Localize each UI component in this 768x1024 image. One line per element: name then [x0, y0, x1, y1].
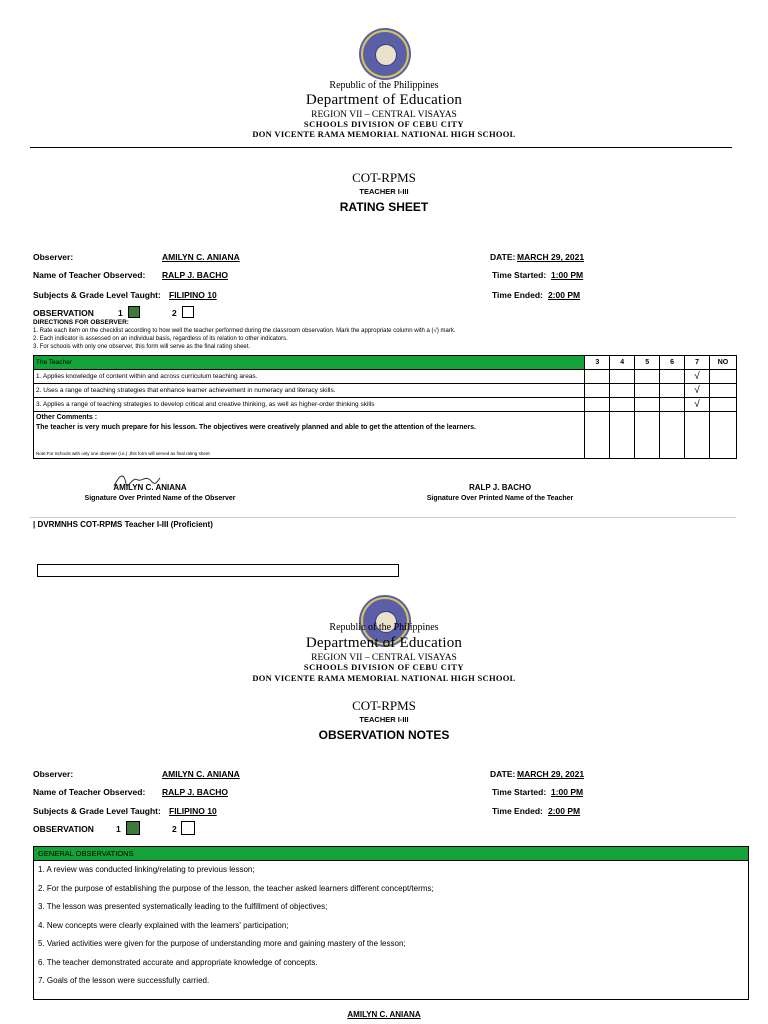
cell-7 — [685, 412, 710, 459]
division-line: SCHOOLS DIVISION OF CEBU CITY — [303, 119, 465, 129]
table-row — [34, 384, 737, 398]
cell-no[interactable] — [709, 370, 736, 384]
cell-7-check-mark[interactable]: √ — [685, 398, 710, 412]
division-line: SCHOOLS DIVISION OF CEBU CITY — [303, 662, 465, 672]
observer-label: Observer: — [33, 769, 74, 779]
comments-cell[interactable] — [34, 412, 585, 459]
observation-item-2: 2. For the purpose of establishing the purpose of the lesson, the teacher asked learners different concept/terms; — [38, 883, 434, 893]
direction-2: 2. Each indicator is assessed on an individual basis, regardless of its relation to other indicators. — [33, 336, 288, 342]
teacher-signature-name: RALP J. BACHO — [468, 483, 532, 492]
table-header-teacher: The Teacher — [34, 356, 585, 370]
cell-no[interactable] — [709, 384, 736, 398]
teacher-value: RALP J. BACHO — [162, 787, 228, 797]
col-6: 6 — [660, 356, 685, 370]
rating-table — [33, 355, 737, 459]
sheet-title: RATING SHEET — [339, 200, 429, 214]
indicator-3: 3. Applies a range of teaching strategies to develop critical and creative thinking, as well as higher-order thinking skills — [34, 398, 585, 412]
cell-4[interactable] — [610, 398, 635, 412]
observation-item-4: 4. New concepts were clearly explained with the learners' participation; — [38, 920, 289, 930]
observer-label: Observer: — [33, 252, 74, 262]
table-row — [34, 370, 737, 384]
cell-6 — [660, 412, 685, 459]
indicator-1: 1. Applies knowledge of content within and across curriculum teaching areas. — [34, 370, 585, 384]
general-observations-header: GENERAL OBSERVATIONS — [34, 847, 748, 861]
header-divider — [30, 147, 732, 148]
observation-item-3: 3. The lesson was presented systematically leading to the fulfillment of objectives; — [38, 902, 328, 911]
teacher-label: Name of Teacher Observed: — [33, 270, 146, 280]
time-started-value: 1:00 PM — [551, 787, 584, 797]
time-ended-label: Time Ended: — [492, 290, 543, 300]
cell-5 — [635, 412, 660, 459]
time-started-label: Time Started: — [492, 787, 547, 797]
teacher-value: RALP J. BACHO — [162, 270, 228, 280]
subject-label: Subjects & Grade Level Taught: — [33, 290, 161, 300]
cell-6[interactable] — [660, 370, 685, 384]
observation-item-6: 6. The teacher demonstrated accurate and appropriate knowledge of concepts. — [38, 957, 318, 967]
direction-3: 3. For schools with only one observer, this form will serve as the final rating sheet. — [33, 344, 251, 350]
directions-title: DIRECTIONS FOR OBSERVER: — [33, 319, 129, 326]
observation-2-label: 2 — [172, 824, 177, 834]
footer-divider — [30, 517, 736, 518]
form-title: COT-RPMS — [352, 698, 416, 713]
subject-value: FILIPINO 10 — [169, 290, 217, 300]
cell-4[interactable] — [610, 384, 635, 398]
date-label: DATE: — [490, 769, 516, 779]
cell-5[interactable] — [635, 398, 660, 412]
time-ended-value: 2:00 PM — [548, 806, 581, 816]
cell-no[interactable] — [709, 398, 736, 412]
col-no: NO — [709, 356, 736, 370]
region-line: REGION VII – CENTRAL VISAYAS — [311, 110, 457, 120]
blank-field — [37, 564, 399, 577]
observation-1-label: 1 — [118, 308, 123, 318]
cell-3[interactable] — [585, 370, 610, 384]
cell-3[interactable] — [585, 384, 610, 398]
col-3: 3 — [585, 356, 610, 370]
region-line: REGION VII – CENTRAL VISAYAS — [311, 653, 457, 663]
observation-item-1: 1. A review was conducted linking/relating to previous lesson; — [38, 865, 255, 874]
cell-7-check-mark[interactable]: √ — [685, 384, 710, 398]
department-title: Department of Education — [305, 92, 463, 108]
observation-1-checkbox[interactable] — [128, 306, 140, 318]
school-name: DON VICENTE RAMA MEMORIAL NATIONAL HIGH SCHOOL — [252, 673, 516, 683]
school-name: DON VICENTE RAMA MEMORIAL NATIONAL HIGH SCHOOL — [252, 129, 516, 139]
sheet-title: OBSERVATION NOTES — [318, 728, 450, 742]
department-title: Department of Education — [305, 635, 463, 651]
observation-label: OBSERVATION — [33, 824, 94, 834]
col-4: 4 — [610, 356, 635, 370]
deped-seal-icon — [361, 30, 409, 78]
observer-signature-caption: Signature Over Printed Name of the Observer — [84, 495, 236, 502]
cell-3 — [585, 412, 610, 459]
teacher-signature-caption: Signature Over Printed Name of the Teacher — [426, 495, 574, 502]
teacher-tier: TEACHER I-III — [359, 715, 409, 724]
page-footer: | DVRMNHS COT-RPMS Teacher I-III (Proficient) — [33, 520, 213, 529]
indicator-2: 2. Uses a range of teaching strategies that enhance learner achievement in numeracy and literacy skills. — [34, 384, 585, 398]
republic-line: Republic of the Philippines — [329, 80, 439, 91]
date-value: MARCH 29, 2021 — [517, 252, 585, 262]
cell-6[interactable] — [660, 398, 685, 412]
subject-label: Subjects & Grade Level Taught: — [33, 806, 161, 816]
observer-signature-name: AMILYN C. ANIANA — [113, 483, 187, 492]
table-row — [34, 398, 737, 412]
form-title: COT-RPMS — [352, 170, 416, 185]
subject-value: FILIPINO 10 — [169, 806, 217, 816]
time-ended-label: Time Ended: — [492, 806, 543, 816]
teacher-tier: TEACHER I-III — [359, 187, 409, 196]
date-label: DATE: — [490, 252, 516, 262]
observation-2-checkbox[interactable] — [182, 306, 194, 318]
cell-4 — [610, 412, 635, 459]
observation-2-checkbox[interactable] — [181, 821, 195, 835]
observation-2-label: 2 — [172, 308, 177, 318]
comments-text: The teacher is very much prepare for his lesson. The objectives were creatively planned and able to get the attention of the learners. — [36, 424, 476, 431]
time-ended-value: 2:00 PM — [548, 290, 581, 300]
observation-item-5: 5. Varied activities were given for the purpose of understanding more and gaining mastery of the lesson; — [38, 939, 406, 948]
cell-6[interactable] — [660, 384, 685, 398]
time-started-label: Time Started: — [492, 270, 547, 280]
observation-item-7: 7. Goals of the lesson were successfully carried. — [38, 976, 210, 985]
comments-row — [34, 412, 737, 459]
col-7: 7 — [685, 356, 710, 370]
observer-value: AMILYN C. ANIANA — [162, 769, 240, 779]
observation-1-label: 1 — [116, 824, 121, 834]
note-text: Note:For Schools with only one observer (i.e.) ,this form will served as final rating sheet. — [36, 451, 211, 456]
cell-5[interactable] — [635, 384, 660, 398]
teacher-label: Name of Teacher Observed: — [33, 787, 146, 797]
observer-value: AMILYN C. ANIANA — [162, 252, 240, 262]
direction-1: 1. Rate each item on the checklist according to how well the teacher performed during the classroom observation. Mark the appropriate column with a (√) mark. — [33, 328, 456, 334]
observation-label: OBSERVATION — [33, 308, 94, 318]
cell-3[interactable] — [585, 398, 610, 412]
date-value: MARCH 29, 2021 — [517, 769, 585, 779]
general-observations-box — [33, 846, 749, 1000]
cell-5[interactable] — [635, 370, 660, 384]
cell-7-check-mark[interactable]: √ — [685, 370, 710, 384]
col-5: 5 — [635, 356, 660, 370]
cell-4[interactable] — [610, 370, 635, 384]
comments-label: Other Comments : — [36, 414, 98, 421]
time-started-value: 1:00 PM — [551, 270, 584, 280]
observer-signature-name-page2: AMILYN C. ANIANA — [347, 1010, 421, 1019]
rating-table-header — [34, 356, 737, 370]
cell-no — [709, 412, 736, 459]
republic-line: Republic of the Philippines — [329, 622, 439, 633]
observation-1-checkbox[interactable] — [126, 821, 140, 835]
